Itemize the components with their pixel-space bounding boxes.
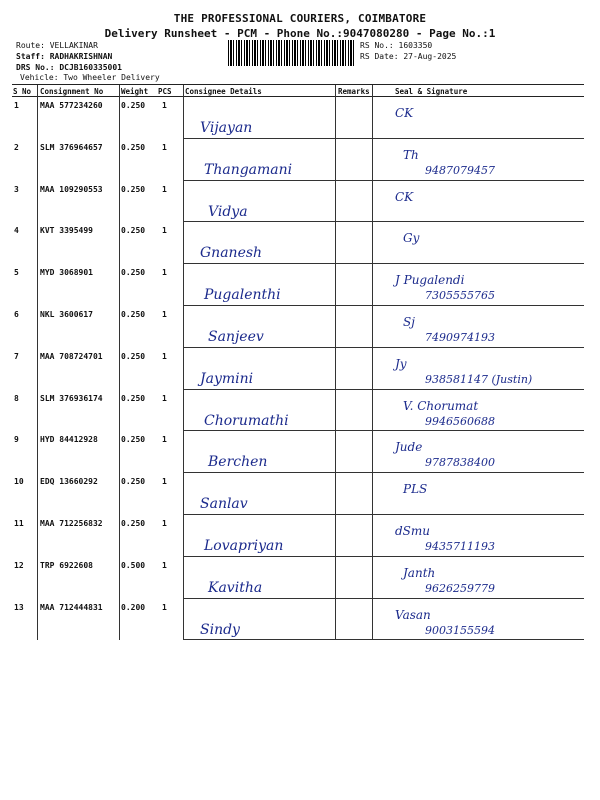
row-consignee-name: Lovapriyan [204,538,284,554]
row-consignment: SLM 376936174 [40,393,103,403]
row-pcs: 1 [162,602,167,612]
row-consignment: MAA 712256832 [40,519,103,528]
row-signature: Jude [395,440,423,455]
row-sno: 7 [14,351,19,361]
row-consignee-name: Thangamani [204,161,293,178]
row-consignee-name: Jaymini [200,370,254,387]
row-weight: 0.500 [121,560,146,570]
row-sno: 10 [14,477,24,487]
row-signature: J Pugalendi [395,273,465,288]
col-header-consignment: Consignment No [40,87,104,96]
route-text: Route: VELLAKINAR [16,41,98,50]
row-divider [183,472,584,473]
row-consignee-name: Pugalenthi [204,287,281,304]
col-divider [37,85,38,640]
rs-date: RS Date: 27-Aug-2025 [360,52,457,61]
col-header-consignee: Consignee Details [185,87,262,96]
row-phone: 9946560688 [425,414,495,428]
barcode [228,40,355,66]
row-pcs: 1 [162,435,167,445]
row-sno: 13 [14,602,24,612]
row-signature: Janth [403,565,436,580]
row-phone: 938581147 (Justin) [425,372,533,386]
table-top-border [12,84,584,85]
table-header-border [12,96,584,97]
row-consignment: HYD 84412928 [40,435,98,445]
row-weight: 0.250 [121,519,146,528]
row-divider [183,514,584,515]
row-consignment: NKL 3600617 [40,310,93,319]
row-pcs: 1 [162,393,167,403]
row-sno: 3 [14,184,19,194]
row-weight: 0.250 [121,268,146,278]
row-phone: 9787838400 [425,456,495,470]
row-consignment: MAA 708724701 [40,351,103,361]
row-sno: 4 [14,226,19,236]
row-consignee-name: Kavitha [208,579,263,596]
row-signature: Vasan [395,607,431,622]
row-consignment: MAA 109290553 [40,184,103,194]
row-weight: 0.250 [121,184,146,194]
row-pcs: 1 [162,226,167,236]
row-consignment: MAA 577234260 [40,101,103,110]
row-consignment: MAA 712444831 [40,602,103,612]
row-consignment: KVT 3395499 [40,226,93,236]
row-weight: 0.250 [121,142,146,152]
row-weight: 0.250 [121,435,146,445]
rs-number: RS No.: 1603350 [360,41,433,50]
row-consignment: SLM 376964657 [40,142,103,152]
row-consignment: TRP 6922608 [40,560,93,570]
row-pcs: 1 [162,268,167,278]
row-divider [183,180,584,181]
row-pcs: 1 [162,184,167,194]
row-pcs: 1 [162,519,167,528]
col-header-sno: S No [13,87,32,96]
row-signature: Th [403,147,419,162]
row-divider [183,263,584,264]
row-divider [183,556,584,557]
row-divider [183,138,584,139]
row-consignee-name: Sindy [200,621,240,638]
col-header-seal: Seal & Signature [395,87,468,96]
row-signature: CK [395,189,414,204]
row-weight: 0.250 [121,477,146,487]
row-sno: 8 [14,393,19,403]
row-signature: PLS [403,482,428,497]
row-weight: 0.250 [121,310,146,319]
row-pcs: 1 [162,477,167,487]
runsheet-subtitle: Delivery Runsheet - PCM - Phone No.:9047080280 - Page No.:1 [104,27,496,40]
row-divider [183,221,584,222]
staff-text: Staff: RADHAKRISHNAN [16,52,113,61]
row-signature: dSmu [395,524,431,538]
row-phone: 9626259779 [425,581,495,595]
row-consignee-name: Sanlav [200,496,248,513]
row-consignment: EDQ 13660292 [40,477,98,487]
row-sno: 2 [14,142,19,152]
row-consignee-name: Berchen [208,454,268,471]
runsheet-title: THE PROFESSIONAL COURIERS, COIMBATORE [173,12,427,25]
row-consignment: MYD 3068901 [40,268,93,278]
row-sno: 6 [14,310,19,319]
row-consignee-name: Vidya [208,203,248,220]
row-divider [183,347,584,348]
row-phone: 9487079457 [425,163,495,177]
row-consignee-name: Chorumathi [204,412,289,429]
row-pcs: 1 [162,560,167,570]
row-phone: 9435711193 [425,540,495,553]
row-pcs: 1 [162,351,167,361]
row-weight: 0.200 [121,602,146,612]
row-phone: 7490974193 [425,331,495,344]
row-pcs: 1 [162,142,167,152]
row-signature: Jy [395,356,407,371]
col-header-weight: Weight [121,87,149,96]
row-weight: 0.250 [121,101,146,110]
row-sno: 11 [14,519,24,528]
col-header-pcs: PCS [158,87,172,96]
col-divider [119,85,120,640]
row-sno: 12 [14,560,24,570]
row-consignee-name: Vijayan [200,120,253,136]
row-weight: 0.250 [121,393,146,403]
row-sno: 1 [14,101,19,110]
vehicle-text: Vehicle: Two Wheeler Delivery [20,73,160,82]
row-signature: Gy [403,231,420,246]
row-sno: 5 [14,268,19,278]
row-pcs: 1 [162,310,167,319]
row-consignee-name: Gnanesh [200,245,263,262]
row-divider [183,598,584,599]
row-signature: CK [395,106,414,120]
row-divider [183,639,584,640]
row-weight: 0.250 [121,226,146,236]
col-header-remarks: Remarks [338,87,370,96]
row-divider [183,430,584,431]
row-signature: V. Chorumat [403,398,479,413]
row-divider [183,305,584,306]
row-sno: 9 [14,435,19,445]
row-divider [183,389,584,390]
row-consignee-name: Sanjeev [208,329,264,345]
row-weight: 0.250 [121,351,146,361]
row-signature: Sj [403,315,415,329]
drs-number: DRS No.: DCJB160335001 [16,63,122,72]
row-phone: 7305555765 [425,289,495,303]
row-pcs: 1 [162,101,167,110]
row-phone: 9003155594 [425,623,495,637]
